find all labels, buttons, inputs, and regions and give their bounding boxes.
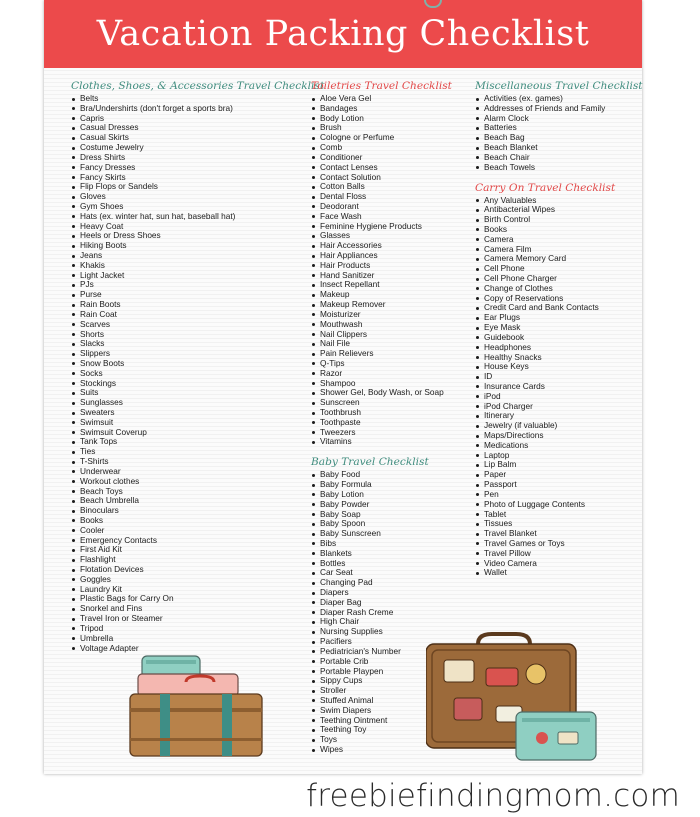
checklist-item: Laptop <box>475 451 640 461</box>
checklist-item: Scarves <box>71 320 307 330</box>
checklist-item: iPod <box>475 392 640 402</box>
checklist-item: Travel Iron or Steamer <box>71 614 307 624</box>
checklist-item: Aloe Vera Gel <box>311 94 471 104</box>
checklist-item: Insurance Cards <box>475 382 640 392</box>
checklist-item: Vitamins <box>311 437 471 447</box>
vintage-suitcases-illustration <box>426 632 598 764</box>
misc-checklist <box>475 94 640 173</box>
checklist-item: Hats (ex. winter hat, sun hat, baseball hat) <box>71 212 307 222</box>
checklist-item: Sunglasses <box>71 398 307 408</box>
checklist-item: Baby Lotion <box>311 490 471 500</box>
checklist-item: Jewelry (if valuable) <box>475 421 640 431</box>
checklist-item: Plastic Bags for Carry On <box>71 594 307 604</box>
checklist-item: Video Camera <box>475 559 640 569</box>
checklist-item: Beach Umbrella <box>71 496 307 506</box>
checklist-item: Changing Pad <box>311 578 471 588</box>
checklist-item: Maps/Directions <box>475 431 640 441</box>
checklist-item: Insect Repellant <box>311 280 471 290</box>
checklist-item: Batteries <box>475 123 640 133</box>
checklist-item: Teething Toy <box>311 725 471 735</box>
checklist-item: Suits <box>71 388 307 398</box>
checklist-item: Swim Diapers <box>311 706 471 716</box>
checklist-item: Fancy Dresses <box>71 163 307 173</box>
hanger-hook-decoration <box>424 0 442 8</box>
checklist-item: Bandages <box>311 104 471 114</box>
checklist-item: Swimsuit Coverup <box>71 428 307 438</box>
checklist-item: Ties <box>71 447 307 457</box>
checklist-item: Costume Jewelry <box>71 143 307 153</box>
checklist-item: Diaper Rash Creme <box>311 608 471 618</box>
checklist-item: Pen <box>475 490 640 500</box>
baby-section-title: Baby Travel Checklist <box>311 456 429 469</box>
checklist-item: Casual Skirts <box>71 133 307 143</box>
checklist-item: Diapers <box>311 588 471 598</box>
checklist-item: Cologne or Perfume <box>311 133 471 143</box>
site-footer[interactable]: freebiefindingmom.com <box>306 778 680 814</box>
checklist-item: Travel Pillow <box>475 549 640 559</box>
checklist-item: Nail Clippers <box>311 330 471 340</box>
checklist-item: Copy of Reservations <box>475 294 640 304</box>
checklist-item: Pacifiers <box>311 637 471 647</box>
checklist-item: Toys <box>311 735 471 745</box>
checklist-item: Mouthwash <box>311 320 471 330</box>
checklist-item: Purse <box>71 290 307 300</box>
toiletries-section-title: Toiletries Travel Checklist <box>311 80 452 92</box>
checklist-item: Nursing Supplies <box>311 627 471 637</box>
checklist-item: Bra/Undershirts (don't forget a sports bra) <box>71 104 307 114</box>
checklist-item: Binoculars <box>71 506 307 516</box>
checklist-item: Light Jacket <box>71 271 307 281</box>
checklist-item: Activities (ex. games) <box>475 94 640 104</box>
checklist-item: Dress Shirts <box>71 153 307 163</box>
misc-section-title: Miscellaneous Travel Checklist <box>475 80 643 92</box>
checklist-item: Eye Mask <box>475 323 640 333</box>
stacked-suitcases-illustration <box>126 650 266 760</box>
checklist-item: Ear Plugs <box>475 313 640 323</box>
checklist-sheet <box>44 0 642 774</box>
checklist-item: Hand Sanitizer <box>311 271 471 281</box>
checklist-item: Glasses <box>311 231 471 241</box>
checklist-item: Shorts <box>71 330 307 340</box>
checklist-item: Tissues <box>475 519 640 529</box>
checklist-item: Shower Gel, Body Wash, or Soap <box>311 388 471 398</box>
toiletries-checklist <box>311 94 471 447</box>
checklist-item: Fancy Skirts <box>71 173 307 183</box>
checklist-item: Socks <box>71 369 307 379</box>
checklist-item: Contact Solution <box>311 173 471 183</box>
checklist-item: Brush <box>311 123 471 133</box>
checklist-item: Diaper Bag <box>311 598 471 608</box>
checklist-item: Swimsuit <box>71 418 307 428</box>
checklist-item: Beach Bag <box>475 133 640 143</box>
checklist-item: Cotton Balls <box>311 182 471 192</box>
checklist-item: Books <box>71 516 307 526</box>
checklist-item: Travel Games or Toys <box>475 539 640 549</box>
checklist-item: Heavy Coat <box>71 222 307 232</box>
checklist-item: Comb <box>311 143 471 153</box>
checklist-item: Sippy Cups <box>311 676 471 686</box>
checklist-item: Blankets <box>311 549 471 559</box>
checklist-item: ID <box>475 372 640 382</box>
checklist-item: Feminine Hygiene Products <box>311 222 471 232</box>
checklist-item: Addresses of Friends and Family <box>475 104 640 114</box>
checklist-item: Credit Card and Bank Contacts <box>475 303 640 313</box>
checklist-item: Headphones <box>475 343 640 353</box>
checklist-item: Conditioner <box>311 153 471 163</box>
checklist-item: Beach Blanket <box>475 143 640 153</box>
clothes-section-title: Clothes, Shoes, & Accessories Travel Checklist <box>71 80 325 92</box>
checklist-item: Umbrella <box>71 634 307 644</box>
checklist-item: Razor <box>311 369 471 379</box>
checklist-item: Birth Control <box>475 215 640 225</box>
checklist-item: iPod Charger <box>475 402 640 412</box>
checklist-item: Camera <box>475 235 640 245</box>
checklist-item: Toothbrush <box>311 408 471 418</box>
checklist-item: Workout clothes <box>71 477 307 487</box>
checklist-item: Deodorant <box>311 202 471 212</box>
checklist-item: Makeup <box>311 290 471 300</box>
checklist-item: Emergency Contacts <box>71 536 307 546</box>
column-left <box>71 80 325 653</box>
checklist-item: Flip Flops or Sandels <box>71 182 307 192</box>
checklist-item: Wallet <box>475 568 640 578</box>
checklist-item: Body Lotion <box>311 114 471 124</box>
checklist-item: Tweezers <box>311 428 471 438</box>
checklist-item: Moisturizer <box>311 310 471 320</box>
checklist-item: Pain Relievers <box>311 349 471 359</box>
checklist-item: Itinerary <box>475 411 640 421</box>
checklist-item: Khakis <box>71 261 307 271</box>
checklist-item: Snow Boots <box>71 359 307 369</box>
checklist-item: T-Shirts <box>71 457 307 467</box>
checklist-item: Toothpaste <box>311 418 471 428</box>
checklist-item: Goggles <box>71 575 307 585</box>
checklist-item: Any Valuables <box>475 196 640 206</box>
checklist-item: Hair Products <box>311 261 471 271</box>
title-banner <box>44 0 642 68</box>
checklist-item: Lip Balm <box>475 460 640 470</box>
checklist-item: Hair Accessories <box>311 241 471 251</box>
checklist-item: Medications <box>475 441 640 451</box>
checklist-item: Books <box>475 225 640 235</box>
checklist-item: Stockings <box>71 379 307 389</box>
checklist-item: Bottles <box>311 559 471 569</box>
checklist-item: Slippers <box>71 349 307 359</box>
checklist-item: Passport <box>475 480 640 490</box>
checklist-item: Makeup Remover <box>311 300 471 310</box>
checklist-item: Slacks <box>71 339 307 349</box>
checklist-item: Baby Spoon <box>311 519 471 529</box>
checklist-item: Stuffed Animal <box>311 696 471 706</box>
checklist-item: Q-Tips <box>311 359 471 369</box>
checklist-item: Photo of Luggage Contents <box>475 500 640 510</box>
checklist-item: Camera Film <box>475 245 640 255</box>
checklist-item: Flashlight <box>71 555 307 565</box>
checklist-item: PJs <box>71 280 307 290</box>
column-right <box>475 80 643 578</box>
checklist-item: Healthy Snacks <box>475 353 640 363</box>
checklist-item: Baby Food <box>311 470 471 480</box>
checklist-item: Antibacterial Wipes <box>475 205 640 215</box>
checklist-item: Shampoo <box>311 379 471 389</box>
checklist-item: Pediatrician's Number <box>311 647 471 657</box>
checklist-item: House Keys <box>475 362 640 372</box>
checklist-item: Alarm Clock <box>475 114 640 124</box>
checklist-item: Paper <box>475 470 640 480</box>
checklist-item: Sweaters <box>71 408 307 418</box>
checklist-item: Cell Phone Charger <box>475 274 640 284</box>
checklist-item: Rain Boots <box>71 300 307 310</box>
checklist-item: Snorkel and Fins <box>71 604 307 614</box>
checklist-item: Contact Lenses <box>311 163 471 173</box>
checklist-item: High Chair <box>311 617 471 627</box>
checklist-item: Gloves <box>71 192 307 202</box>
checklist-item: Underwear <box>71 467 307 477</box>
checklist-item: Car Seat <box>311 568 471 578</box>
checklist-item: Casual Dresses <box>71 123 307 133</box>
checklist-item: Change of Clothes <box>475 284 640 294</box>
checklist-item: Bibs <box>311 539 471 549</box>
checklist-item: Hair Appliances <box>311 251 471 261</box>
checklist-item: Baby Soap <box>311 510 471 520</box>
checklist-item: Camera Memory Card <box>475 254 640 264</box>
checklist-item: Beach Toys <box>71 487 307 497</box>
checklist-item: Tripod <box>71 624 307 634</box>
checklist-item: Baby Sunscreen <box>311 529 471 539</box>
carryon-checklist <box>475 196 640 579</box>
carryon-section-title: Carry On Travel Checklist <box>475 181 616 194</box>
checklist-item: Rain Coat <box>71 310 307 320</box>
checklist-item: Hiking Boots <box>71 241 307 251</box>
checklist-item: Sunscreen <box>311 398 471 408</box>
checklist-item: Stroller <box>311 686 471 696</box>
checklist-item: Belts <box>71 94 307 104</box>
checklist-item: Baby Formula <box>311 480 471 490</box>
checklist-item: Cell Phone <box>475 264 640 274</box>
page-title: Vacation Packing Checklist <box>96 14 590 54</box>
checklist-item: Laundry Kit <box>71 585 307 595</box>
checklist-item: Capris <box>71 114 307 124</box>
checklist-item: Travel Blanket <box>475 529 640 539</box>
checklist-item: Gym Shoes <box>71 202 307 212</box>
checklist-item: Dental Floss <box>311 192 471 202</box>
checklist-item: Flotation Devices <box>71 565 307 575</box>
checklist-item: Jeans <box>71 251 307 261</box>
checklist-item: Face Wash <box>311 212 471 222</box>
checklist-item: Cooler <box>71 526 307 536</box>
checklist-item: Portable Crib <box>311 657 471 667</box>
checklist-item: Beach Chair <box>475 153 640 163</box>
checklist-item: Baby Powder <box>311 500 471 510</box>
checklist-item: Voltage Adapter <box>71 644 307 654</box>
checklist-item: Tank Tops <box>71 437 307 447</box>
checklist-item: First Aid Kit <box>71 545 307 555</box>
checklist-item: Wipes <box>311 745 471 755</box>
checklist-item: Teething Ointment <box>311 716 471 726</box>
checklist-item: Heels or Dress Shoes <box>71 231 307 241</box>
checklist-item: Tablet <box>475 510 640 520</box>
checklist-item: Nail File <box>311 339 471 349</box>
clothes-checklist <box>71 94 307 653</box>
checklist-item: Guidebook <box>475 333 640 343</box>
checklist-item: Portable Playpen <box>311 667 471 677</box>
checklist-item: Beach Towels <box>475 163 640 173</box>
